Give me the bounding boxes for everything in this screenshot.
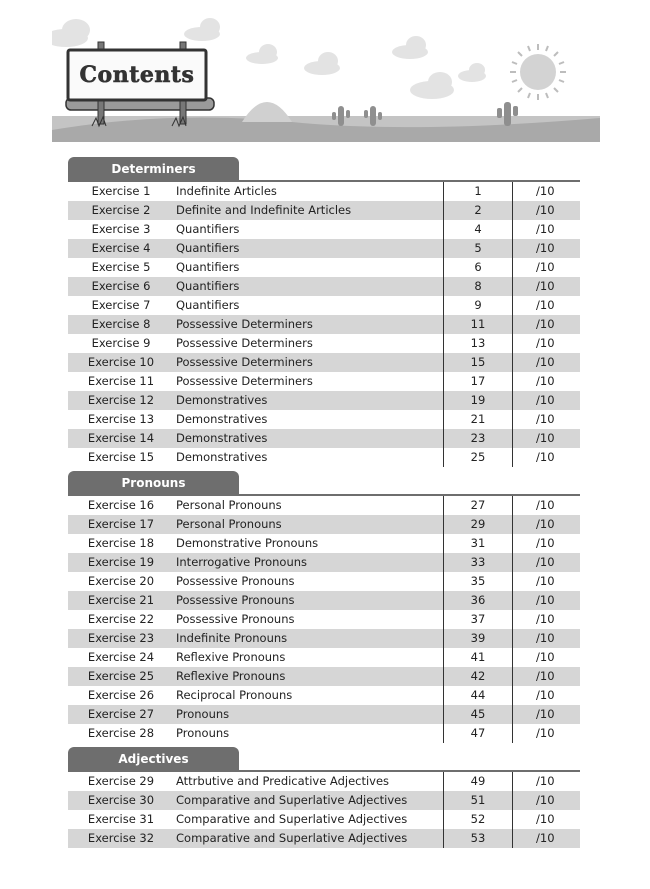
score: /10 <box>536 631 555 645</box>
exercise-title: Quantifiers <box>176 260 240 274</box>
page-number: 4 <box>474 222 482 236</box>
exercise-number: Exercise 27 <box>87 707 155 721</box>
cloud-icon <box>184 18 220 41</box>
score: /10 <box>536 317 555 331</box>
exercise-title: Possessive Determiners <box>176 336 313 350</box>
score: /10 <box>536 536 555 550</box>
page-number: 41 <box>470 650 486 664</box>
exercise-number: Exercise 18 <box>87 536 155 550</box>
score: /10 <box>536 355 555 369</box>
exercise-number: Exercise 13 <box>87 412 155 426</box>
sun-icon <box>510 44 566 100</box>
table-row <box>68 515 580 534</box>
score: /10 <box>536 688 555 702</box>
exercise-title: Comparative and Superlative Adjectives <box>176 812 408 826</box>
exercise-number: Exercise 29 <box>87 774 155 788</box>
table-row <box>68 572 580 591</box>
exercise-number: Exercise 22 <box>87 612 155 626</box>
page-number: 36 <box>470 593 486 607</box>
page-number: 51 <box>470 793 486 807</box>
mountain <box>242 102 292 122</box>
score: /10 <box>536 707 555 721</box>
score: /10 <box>536 574 555 588</box>
exercise-title: Indefinite Pronouns <box>176 631 288 645</box>
exercise-title: Quantifiers <box>176 279 240 293</box>
exercise-title: Interrogative Pronouns <box>176 555 308 569</box>
exercise-number: Exercise 2 <box>91 203 151 217</box>
page-title: Contents <box>79 62 195 88</box>
exercise-number: Exercise 12 <box>87 393 155 407</box>
page-number: 31 <box>470 536 486 550</box>
score: /10 <box>536 669 555 683</box>
score: /10 <box>536 593 555 607</box>
exercise-number: Exercise 26 <box>87 688 155 702</box>
score: /10 <box>536 517 555 531</box>
exercise-title: Personal Pronouns <box>176 498 282 512</box>
exercise-number: Exercise 4 <box>91 241 151 255</box>
table-row <box>68 686 580 705</box>
page-number: 35 <box>470 574 486 588</box>
page-number: 27 <box>470 498 486 512</box>
exercise-title: Demonstratives <box>176 431 268 445</box>
page-number: 23 <box>470 431 486 445</box>
page-number: 8 <box>474 279 482 293</box>
column-divider <box>443 496 444 743</box>
exercise-title: Demonstratives <box>176 412 268 426</box>
table-row <box>68 258 580 277</box>
section-tab-determiners: Determiners <box>68 157 239 181</box>
cloud-icon <box>246 44 278 64</box>
page-number: 49 <box>470 774 486 788</box>
exercise-number: Exercise 21 <box>87 593 155 607</box>
table-row <box>68 648 580 667</box>
table-row <box>68 239 580 258</box>
score: /10 <box>536 450 555 464</box>
table-row <box>68 810 580 829</box>
section-tab-adjectives: Adjectives <box>68 747 239 771</box>
page-number: 39 <box>470 631 486 645</box>
exercise-number: Exercise 20 <box>87 574 155 588</box>
section-tab-pronouns: Pronouns <box>68 471 239 495</box>
exercise-number: Exercise 9 <box>91 336 151 350</box>
exercise-title: Pronouns <box>176 726 230 740</box>
exercise-number: Exercise 25 <box>87 669 155 683</box>
exercise-number: Exercise 31 <box>87 812 155 826</box>
exercise-title: Reflexive Pronouns <box>176 650 286 664</box>
score: /10 <box>536 374 555 388</box>
page-number: 13 <box>470 336 486 350</box>
page-number: 21 <box>470 412 486 426</box>
column-divider <box>512 772 513 848</box>
cloud-icon <box>410 72 454 99</box>
table-row <box>68 553 580 572</box>
table-row <box>68 667 580 686</box>
table-row <box>68 591 580 610</box>
exercise-title: Attrbutive and Predicative Adjectives <box>176 774 390 788</box>
exercise-number: Exercise 32 <box>87 831 155 845</box>
score: /10 <box>536 393 555 407</box>
table-row <box>68 353 580 372</box>
score: /10 <box>536 774 555 788</box>
table-row <box>68 705 580 724</box>
exercise-number: Exercise 19 <box>87 555 155 569</box>
cloud-icon <box>392 36 428 59</box>
column-divider <box>512 496 513 743</box>
exercise-number: Exercise 24 <box>87 650 155 664</box>
column-divider <box>443 182 444 467</box>
page-number: 53 <box>470 831 486 845</box>
page-number: 9 <box>474 298 482 312</box>
table-row <box>68 277 580 296</box>
exercise-number: Exercise 23 <box>87 631 155 645</box>
exercise-title: Reflexive Pronouns <box>176 669 286 683</box>
score: /10 <box>536 203 555 217</box>
exercise-number: Exercise 16 <box>87 498 155 512</box>
exercise-number: Exercise 28 <box>87 726 155 740</box>
page-number: 19 <box>470 393 486 407</box>
exercise-title: Indefinite Articles <box>176 184 277 198</box>
score: /10 <box>536 279 555 293</box>
exercise-number: Exercise 30 <box>87 793 155 807</box>
page-number: 5 <box>474 241 482 255</box>
exercise-title: Possessive Pronouns <box>176 574 295 588</box>
page-number: 1 <box>474 184 482 198</box>
exercise-number: Exercise 14 <box>87 431 155 445</box>
exercise-title: Personal Pronouns <box>176 517 282 531</box>
exercise-title: Quantifiers <box>176 222 240 236</box>
exercise-number: Exercise 15 <box>87 450 155 464</box>
exercise-number: Exercise 17 <box>87 517 155 531</box>
exercise-title: Possessive Determiners <box>176 355 313 369</box>
score: /10 <box>536 812 555 826</box>
exercise-number: Exercise 1 <box>91 184 151 198</box>
score: /10 <box>536 184 555 198</box>
exercise-title: Possessive Determiners <box>176 374 313 388</box>
table-row <box>68 829 580 848</box>
page-number: 47 <box>470 726 486 740</box>
page-number: 33 <box>470 555 486 569</box>
table-row <box>68 372 580 391</box>
table-row <box>68 182 580 201</box>
table-row <box>68 629 580 648</box>
table-row <box>68 610 580 629</box>
pronouns-list <box>68 496 580 743</box>
score: /10 <box>536 412 555 426</box>
exercise-title: Quantifiers <box>176 241 240 255</box>
cloud-icon <box>52 19 90 47</box>
table-row <box>68 220 580 239</box>
exercise-number: Exercise 11 <box>87 374 155 388</box>
score: /10 <box>536 241 555 255</box>
exercise-title: Possessive Determiners <box>176 317 313 331</box>
table-row <box>68 391 580 410</box>
page-number: 17 <box>470 374 486 388</box>
table-row <box>68 429 580 448</box>
exercise-number: Exercise 7 <box>91 298 151 312</box>
score: /10 <box>536 726 555 740</box>
table-row <box>68 410 580 429</box>
table-row <box>68 315 580 334</box>
exercise-title: Comparative and Superlative Adjectives <box>176 831 408 845</box>
exercise-title: Possessive Pronouns <box>176 612 295 626</box>
score: /10 <box>536 555 555 569</box>
page-number: 42 <box>470 669 486 683</box>
score: /10 <box>536 498 555 512</box>
score: /10 <box>536 612 555 626</box>
page-number: 11 <box>470 317 486 331</box>
table-row <box>68 201 580 220</box>
page-number: 25 <box>470 450 486 464</box>
table-row <box>68 296 580 315</box>
page-number: 45 <box>470 707 486 721</box>
exercise-number: Exercise 8 <box>91 317 151 331</box>
exercise-number: Exercise 3 <box>91 222 151 236</box>
page-number: 52 <box>470 812 486 826</box>
exercise-title: Reciprocal Pronouns <box>176 688 293 702</box>
page-number: 2 <box>474 203 482 217</box>
exercise-title: Pronouns <box>176 707 230 721</box>
exercise-number: Exercise 5 <box>91 260 151 274</box>
exercise-number: Exercise 6 <box>91 279 151 293</box>
exercise-title: Possessive Pronouns <box>176 593 295 607</box>
cloud-icon <box>304 52 340 75</box>
adjectives-list <box>68 772 580 848</box>
exercise-title: Comparative and Superlative Adjectives <box>176 793 408 807</box>
exercise-title: Quantifiers <box>176 298 240 312</box>
table-row <box>68 334 580 353</box>
score: /10 <box>536 793 555 807</box>
table-row <box>68 791 580 810</box>
score: /10 <box>536 260 555 274</box>
score: /10 <box>536 650 555 664</box>
column-divider <box>443 772 444 848</box>
score: /10 <box>536 431 555 445</box>
page-number: 44 <box>470 688 486 702</box>
table-row <box>68 496 580 515</box>
table-row <box>68 448 580 467</box>
score: /10 <box>536 336 555 350</box>
determiners-list <box>68 182 580 467</box>
score: /10 <box>536 298 555 312</box>
exercise-title: Demonstratives <box>176 393 268 407</box>
exercise-title: Demonstrative Pronouns <box>176 536 319 550</box>
page-number: 37 <box>470 612 486 626</box>
table-row <box>68 772 580 791</box>
exercise-number: Exercise 10 <box>87 355 155 369</box>
cloud-icon <box>458 63 486 82</box>
score: /10 <box>536 222 555 236</box>
column-divider <box>512 182 513 467</box>
table-row <box>68 534 580 553</box>
page-number: 15 <box>470 355 486 369</box>
score: /10 <box>536 831 555 845</box>
exercise-title: Definite and Indefinite Articles <box>176 203 352 217</box>
page-number: 6 <box>474 260 482 274</box>
page-number: 29 <box>470 517 486 531</box>
exercise-title: Demonstratives <box>176 450 268 464</box>
table-row <box>68 724 580 743</box>
